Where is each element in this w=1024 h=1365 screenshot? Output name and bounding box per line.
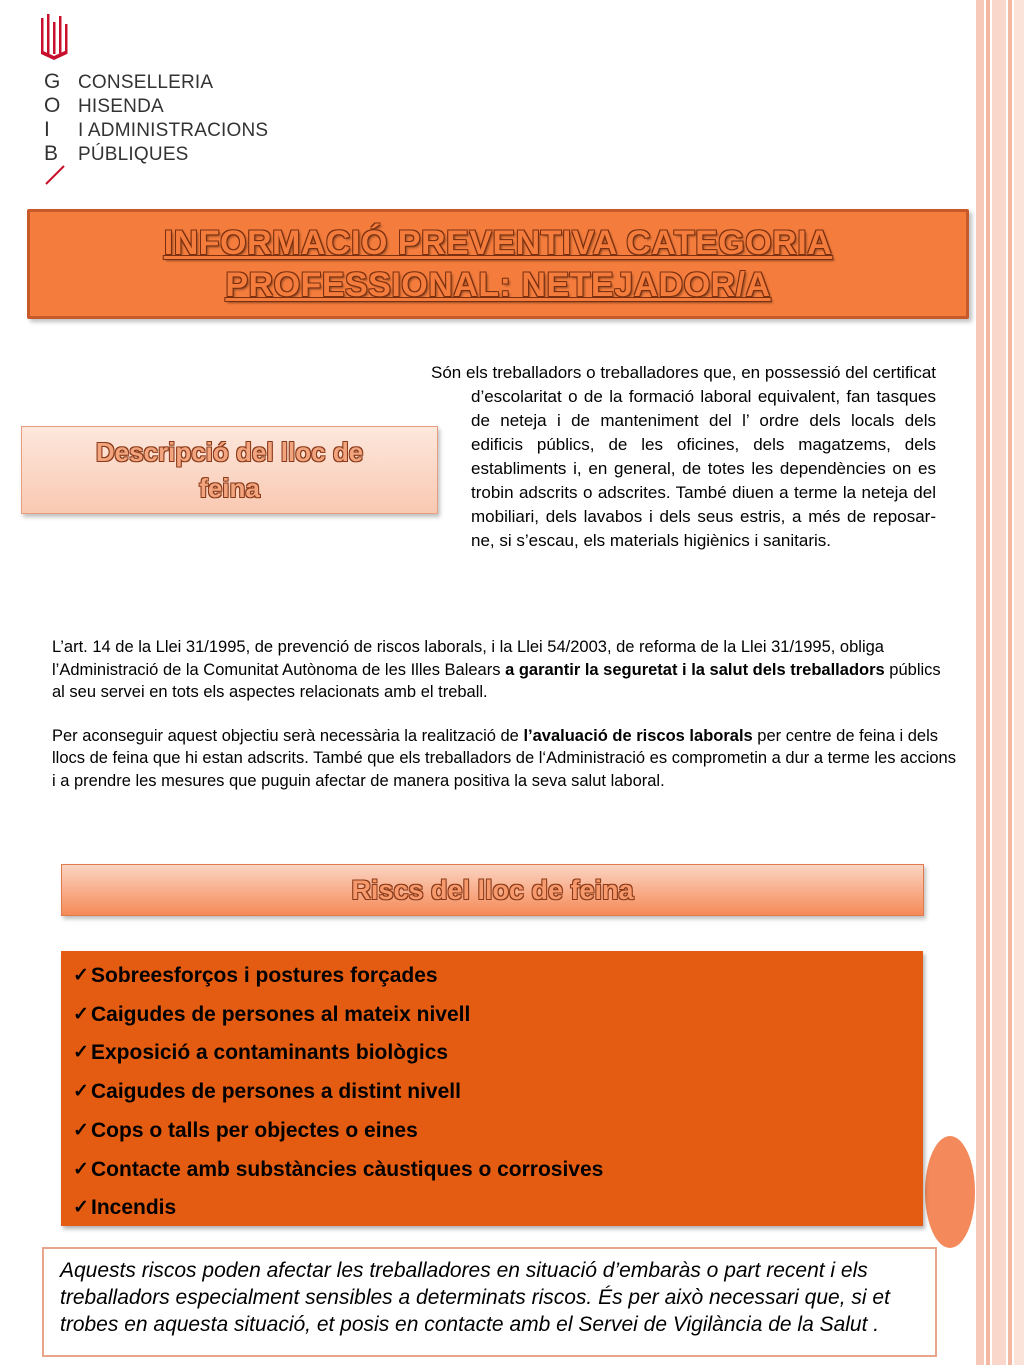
goib-emblem-icon (40, 14, 70, 60)
sensitive-workers-note: Aquests riscos poden afectar les treballadores en situació d’embaràs o part recent i els treballadors especialment sensibles a determinats riscos. És per això necessari que, si et trobes en aquesta situació, et posis en contacte amb el Servei de Vigilància de la Salut . (42, 1247, 937, 1357)
checkmark-icon: ✓ (73, 1158, 89, 1180)
risks-list-box (61, 951, 923, 1226)
checkmark-icon: ✓ (73, 1003, 89, 1025)
risk-item: ✓ Cops o talls per objectes o eines (73, 1112, 923, 1151)
description-heading: Descripció del lloc de feina (95, 437, 364, 503)
logo-letter: B (44, 142, 59, 165)
page-title: INFORMACIÓ PREVENTIVA CATEGORIA PROFESSIONAL: NETEJADOR/A (163, 224, 833, 304)
checkmark-icon: ✓ (73, 1042, 89, 1064)
risk-item: ✓ Caigudes de persones a distint nivell (73, 1073, 923, 1112)
risk-item: ✓ Sobreesforços i postures forçades (73, 957, 923, 996)
logo-text-line: I ADMINISTRACIONS (78, 120, 269, 141)
checkmark-icon: ✓ (73, 1119, 89, 1141)
risk-list (61, 951, 923, 1228)
checkmark-icon: ✓ (73, 1081, 89, 1103)
risk-item: ✓ Contacte amb substàncies càustiques o corrosives (73, 1151, 923, 1190)
logo-letter: G (44, 70, 61, 93)
logo-slash-icon (44, 164, 66, 186)
goib-logo (40, 14, 280, 194)
description-label-box (21, 426, 438, 514)
risk-item: ✓ Caigudes de persones al mateix nivell (73, 996, 923, 1035)
title-banner (27, 209, 969, 319)
risks-heading: Riscs del lloc de feina (351, 874, 634, 905)
description-text: Són els treballadors o treballadores que, en possessió del certificat d’escolaritat o de la formació laboral equivalent, fan tasques de neteja i de manteniment del l’ ordre dels locals dels edificis públics, de les oficines, dels magatzems, dels establiments i, en general, de totes les dependències on es trobin adscrits o adscrites. També diuen a terme la neteja del mobiliari, dels lavabos i dels seus estris, a més de reposar-ne, si s’escau, els materials higiènics i sanitaris. (431, 363, 936, 550)
decorative-circle (925, 1136, 975, 1248)
decorative-stripes (976, 0, 1024, 1365)
logo-letter: I (44, 118, 50, 141)
logo-text-line: PÚBLIQUES (78, 144, 189, 165)
law-section (52, 636, 957, 813)
risk-item: ✓ Exposició a contaminants biològics (73, 1034, 923, 1073)
logo-text-line: HISENDA (78, 96, 164, 117)
law-paragraph: L’art. 14 de la Llei 31/1995, de prevenció de riscos laborals, i la Llei 54/2003, de reforma de la Llei 31/1995, obliga l’Administració de la Comunitat Autònoma de les Illes Balears a garantir la seguretat i la salut dels treballadors públics al seu servei en tots els aspectes relacionats amb el treball. (52, 638, 941, 701)
checkmark-icon: ✓ (73, 965, 89, 986)
checkmark-icon: ✓ (73, 1197, 89, 1219)
logo-letter: O (44, 94, 61, 117)
risk-item: ✓ Incendis (73, 1189, 923, 1228)
risks-header-box (61, 864, 924, 916)
logo-text-line: CONSELLERIA (78, 72, 214, 93)
assessment-paragraph: Per aconseguir aquest objectiu serà necessària la realització de l’avaluació de riscos laborals per centre de feina i dels llocs de feina que hi estan adscrits. També que els treballadors de l‘Administració es comprometin a dur a terme les accions i a prendre les mesures que puguin afectar de manera positiva la seva salut laboral. (52, 726, 956, 790)
